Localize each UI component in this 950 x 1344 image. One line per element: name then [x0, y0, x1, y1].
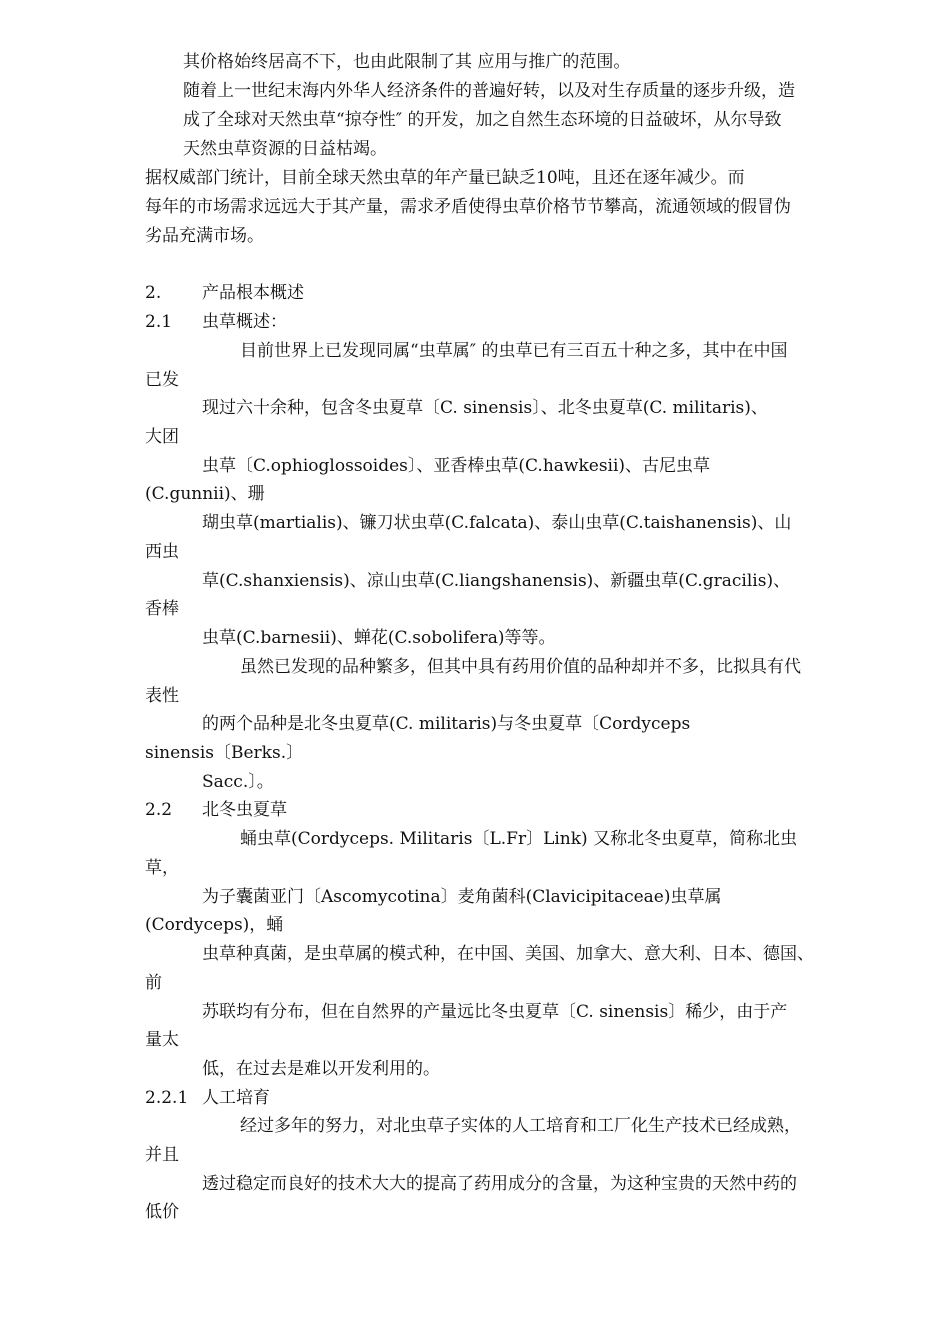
body-line: 为子囊菌亚门〔Ascomycotina〕麦角菌科(Clavicipitaceae)虫草属 [202, 887, 722, 907]
body-line: 透过稳定而良好的技术大大的提高了药用成分的含量，为这种宝贵的天然中药的 [202, 1174, 797, 1194]
body-line: 表性 [145, 686, 179, 706]
body-line: 草(C.shanxiensis)、凉山虫草(C.liangshanensis)、新疆虫草(C.gracilis)、 [202, 571, 791, 591]
body-line: 量太 [145, 1030, 179, 1050]
body-line: 并且 [145, 1145, 179, 1165]
body-line: 香棒 [145, 599, 179, 619]
body-line: 虫草〔C.ophioglossoides〕、亚香棒虫草(C.hawkesii)、古尼虫草 [202, 456, 711, 476]
body-line: 蛹虫草(Cordyceps. Militaris〔L.Fr〕Link) 又称北冬虫夏草，简称北虫 [240, 829, 798, 849]
intro-line: 其价格始终居高不下，也由此限制了其 应用与推广的范围。 [183, 52, 631, 72]
intro-line: 天然虫草资源的日益枯竭。 [183, 139, 387, 159]
intro-line: 劣品充满市场。 [145, 226, 264, 246]
body-line: 的两个品种是北冬虫夏草(C. militaris)与冬虫夏草〔Cordyceps [202, 714, 691, 734]
section-number: 2.1 [145, 312, 173, 332]
body-line: sinensis〔Berks.〕 [145, 743, 304, 763]
section-number: 2. [145, 283, 162, 303]
body-line: 西虫 [145, 542, 179, 562]
section-heading: 人工培育 [202, 1088, 270, 1108]
body-line: 低价 [145, 1202, 179, 1222]
section-heading: 虫草概述： [202, 312, 287, 332]
body-line: 目前世界上已发现同属“虫草属″ 的虫草已有三百五十种之多，其中在中国 [240, 341, 788, 361]
section-number: 2.2 [145, 800, 173, 820]
body-line: 草， [145, 858, 179, 878]
body-line: 现过六十余种，包含冬虫夏草〔C. sinensis〕、北冬虫夏草(C. militaris)、 [202, 398, 768, 418]
body-line: 大团 [145, 427, 179, 447]
body-line: 经过多年的努力，对北虫草子实体的人工培育和工厂化生产技术已经成熟， [240, 1116, 801, 1136]
body-line: 苏联均有分布，但在自然界的产量远比冬虫夏草〔C. sinensis〕稀少，由于产 [202, 1002, 788, 1022]
intro-line: 成了全球对天然虫草“掠夺性″ 的开发，加之自然生态环境的日益破坏，从尔导致 [183, 110, 782, 130]
body-line: 已发 [145, 370, 179, 390]
section-number: 2.2.1 [145, 1088, 189, 1108]
body-line: 前 [145, 973, 162, 993]
body-line: 虫草(C.barnesii)、蝉花(C.sobolifera)等等。 [202, 628, 556, 648]
body-line: 虫草种真菌，是虫草属的模式种，在中国、美国、加拿大、意大利、日本、德国、 [202, 944, 814, 964]
section-heading: 北冬虫夏草 [202, 800, 287, 820]
body-line: (Cordyceps)，蛹 [145, 915, 284, 935]
intro-line: 随着上一世纪末海内外华人经济条件的普遍好转，以及对生存质量的逐步升级，造 [183, 81, 795, 101]
body-line: 低，在过去是难以开发利用的。 [202, 1059, 440, 1079]
body-line: (C.gunnii)、珊 [145, 484, 265, 504]
intro-line: 每年的市场需求远远大于其产量，需求矛盾使得虫草价格节节攀高，流通领域的假冒伪 [145, 197, 791, 217]
section-heading: 产品根本概述 [202, 283, 304, 303]
body-line: Sacc.〕。 [202, 772, 274, 792]
intro-line: 据权威部门统计，目前全球天然虫草的年产量已缺乏10吨，且还在逐年减少。而 [145, 168, 745, 188]
body-line: 瑚虫草(martialis)、镰刀状虫草(C.falcata)、泰山虫草(C.taishanensis)、山 [202, 513, 792, 533]
body-line: 虽然已发现的品种繁多，但其中具有药用价值的品种却并不多，比拟具有代 [240, 657, 801, 677]
